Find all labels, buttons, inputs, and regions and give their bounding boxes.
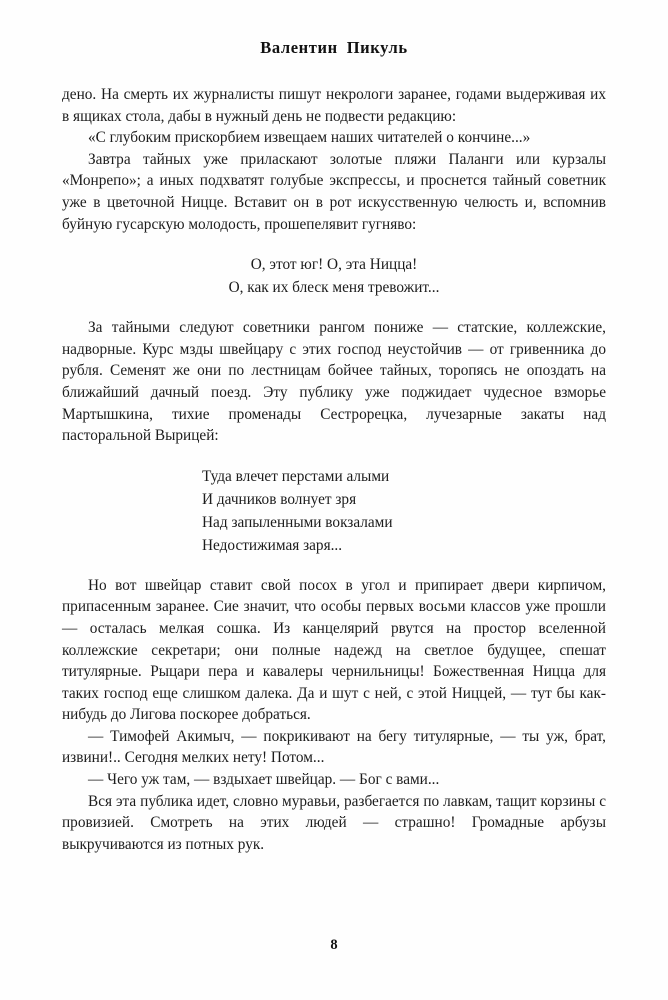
paragraph-6: — Тимофей Акимыч, — покрикивают на бегу титулярные, — ты уж, брат, извини!.. Сегодня мелких нету! Потом... <box>62 727 606 767</box>
paragraph-1: дено. На смерть их журналисты пишут некрологи заранее, годами выдерживая их в ящиках стола, дабы в нужный день не подвести редакцию: <box>62 86 606 125</box>
running-head-author: Валентин <box>260 38 338 57</box>
verse-line: О, этот юг! О, эта Ницца! <box>250 256 418 274</box>
paragraph-2: «С глубоким прискорбием извещаем наших читателей о кончине...» <box>88 129 531 147</box>
verse-block-1 <box>62 253 606 299</box>
page-number: 8 <box>330 937 338 953</box>
paragraph-4: За тайными следуют советники рангом пониже — статские, коллежские, надворные. Курс мзды швейцару с этих господ неустойчив — от гривенника до рубля. Семенят же они по лестницам бойчее тайных, торопясь не опоздать на ближайший дачный поезд. Эту публику уже поджидает чудесное взморье Мартышкина, тихие променады Сестрорецка, лучезарные закаты над пасторальной Вырицей: <box>62 319 606 445</box>
running-head-title: Пикуль <box>346 38 408 57</box>
paragraph-7: — Чего уж там, — вздыхает швейцар. — Бог с вами... <box>88 771 440 789</box>
paragraph-3: Завтра тайных уже приласкают золотые пляжи Паланги или курзалы «Монрепо»; а иных подхватят голубые экспрессы, и проснется тайный советник уже в цветочной Ницце. Вставит он в рот искусственную челюсть и, вспомнив буйную гусарскую молодость, прошепелявит гугняво: <box>62 150 606 233</box>
paragraph-5: Но вот швейцар ставит свой посох в угол и припирает двери кирпичом, припасенным заранее. Сие значит, что особы первых восьми классов уже прошли — осталась мелкая сошка. Из канцелярий рвутся на простор вселенной коллежские секретари; они полные надежд на светлое будущее, спешат титулярные. Рыцари пера и кавалеры чернильницы! Божественная Ницца для таких господ еще слишком далека. Да и шут с ней, с этой Ниццей, — тут бы как-нибудь до Лигова поскорее добраться. <box>62 576 606 724</box>
verse-line: Туда влечет перстами алыми <box>202 467 390 485</box>
verse-line: И дачников волнует зря <box>202 490 357 508</box>
paragraph-8: Вся эта публика идет, словно муравьи, разбегается по лавкам, тащит корзины с провизией. Смотреть на этих людей — страшно! Громадные арбузы выкручиваются из потных рук. <box>62 792 606 853</box>
verse-line: Недостижимая заря... <box>202 536 343 554</box>
verse-line: Над запыленными вокзалами <box>202 513 393 531</box>
verse-block-2 <box>62 465 606 557</box>
running-head <box>62 38 606 58</box>
body-text <box>62 84 606 855</box>
verse-line: О, как их блеск меня тревожит... <box>228 279 440 297</box>
